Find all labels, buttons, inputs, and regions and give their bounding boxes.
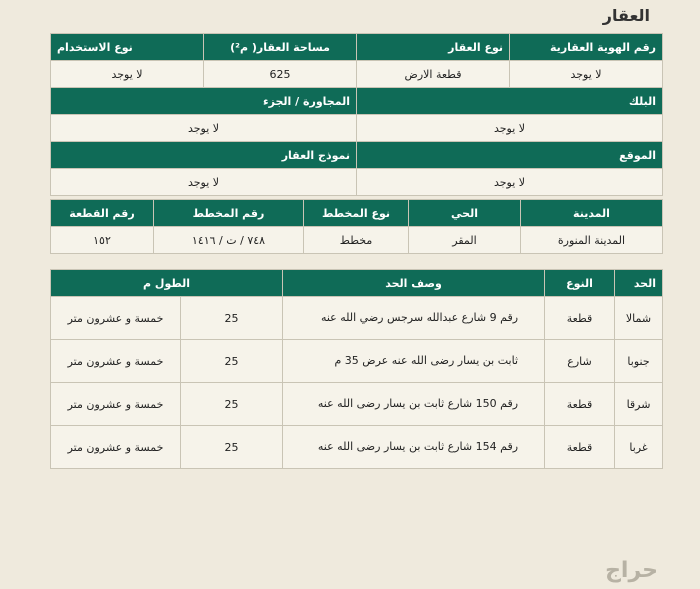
header-property-id: رقم الهوية العقارية [510,34,663,61]
value-property-type: قطعة الارض [357,61,510,88]
border-description: رقم 9 شارع عبدالله سرجس رضي الله عنه [283,297,545,340]
header-location: الموقع [357,142,663,169]
header-plan-type: نوع المخطط [304,200,409,227]
header-property-model: نموذج العقار [51,142,357,169]
value-plan-type: مخطط [304,227,409,254]
border-length-text: خمسة و عشرون متر [51,340,181,383]
border-length: 25 [181,383,283,426]
borders-table [50,269,663,469]
header-property-type: نوع العقار [357,34,510,61]
value-city: المدينة المنورة [521,227,663,254]
header-border-type: النوع [545,270,615,297]
page-title: العقار [602,6,650,25]
table-row [51,340,663,383]
border-description: رقم 150 شارع ثابت بن يسار رضى الله عنه [283,383,545,426]
value-block: لا يوجد [357,115,663,142]
border-type: قطعة [545,297,615,340]
header-plot-number: رقم القطعة [51,200,154,227]
value-district: المقر [409,227,521,254]
value-location: لا يوجد [357,169,663,196]
header-neighbor: المجاورة / الجزء [51,88,357,115]
value-usage-type: لا يوجد [51,61,204,88]
property-table [50,33,663,196]
border-type: قطعة [545,383,615,426]
border-type: شارع [545,340,615,383]
header-district: الحي [409,200,521,227]
table-row [51,426,663,469]
header-plan-number: رقم المخطط [154,200,304,227]
header-border-description: وصف الحد [283,270,545,297]
header-border: الحد [615,270,663,297]
border-length-text: خمسة و عشرون متر [51,383,181,426]
border-description: رقم 154 شارع ثابت بن يسار رضى الله عنه [283,426,545,469]
value-plan-number: ٧٤٨ / ت / ١٤١٦ [154,227,304,254]
border-length: 25 [181,426,283,469]
border-direction: جنوبا [615,340,663,383]
value-neighbor: لا يوجد [51,115,357,142]
border-direction: شمالا [615,297,663,340]
value-property-id: لا يوجد [510,61,663,88]
border-length-text: خمسة و عشرون متر [51,426,181,469]
value-property-area: 625 [204,61,357,88]
header-property-area: مساحة العقار( م²) [204,34,357,61]
table-row [51,383,663,426]
value-plot-number: ١٥٢ [51,227,154,254]
header-city: المدينة [521,200,663,227]
header-usage-type: نوع الاستخدام [51,34,204,61]
border-type: قطعة [545,426,615,469]
border-length: 25 [181,297,283,340]
table-row [51,297,663,340]
border-direction: غربا [615,426,663,469]
border-description: ثابت بن يسار رضى الله عنه عرض 35 م [283,340,545,383]
border-length: 25 [181,340,283,383]
border-length-text: خمسة و عشرون متر [51,297,181,340]
location-table [50,199,663,254]
border-direction: شرقا [615,383,663,426]
value-property-model: لا يوجد [51,169,357,196]
watermark-logo: حراج [605,558,658,583]
header-block: البلك [357,88,663,115]
header-length: الطول م [51,270,283,297]
